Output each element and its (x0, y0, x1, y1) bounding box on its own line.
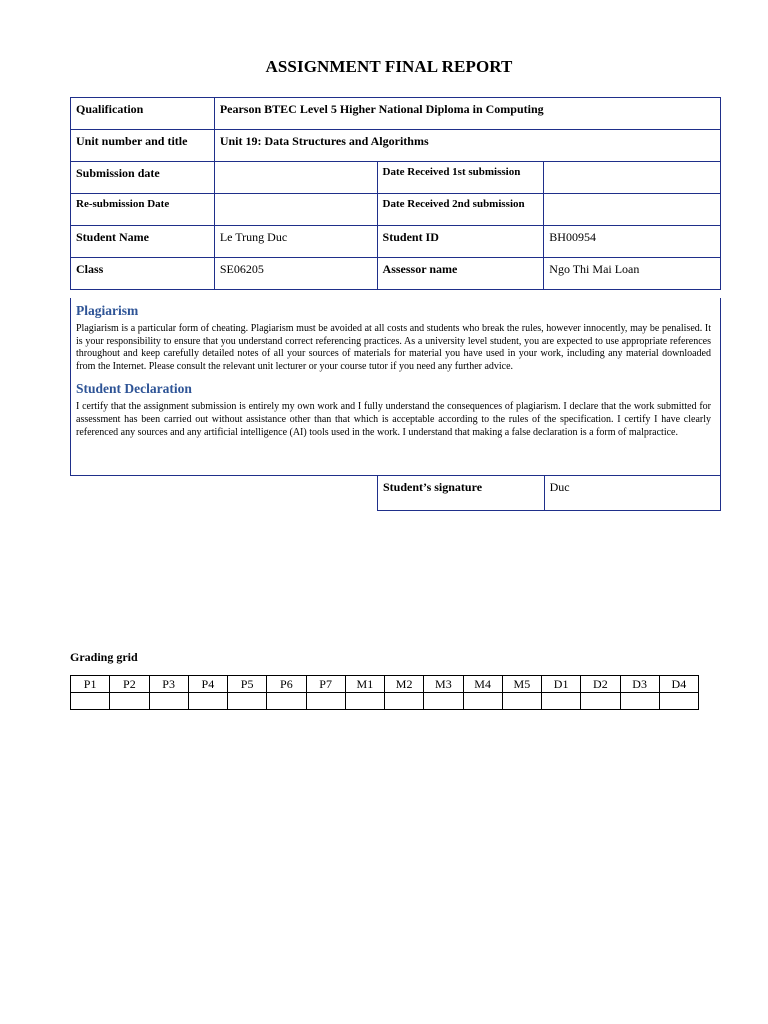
submission-date-field[interactable] (214, 162, 377, 194)
signature-label: Student’s signature (378, 476, 545, 511)
grade-header-p1: P1 (71, 676, 110, 693)
unit-row (71, 130, 721, 162)
date-received-1-label: Date Received 1st submission (377, 162, 544, 194)
resubmission-date-label: Re-submission Date (71, 194, 215, 226)
assessor-label: Assessor name (377, 258, 544, 290)
grade-cell-m3[interactable] (424, 693, 463, 710)
plagiarism-text: Plagiarism is a particular form of cheating. Plagiarism must be avoided at all costs and students who break the rules, however innocently, may be penalised. It is your responsibility to ensure that you understand correct referencing practices. As a university level student, you are expected to use appropriate references throughout and keep carefully detailed notes of all your sources of materials for material you have used in your work, including any material downloaded from the Internet. Please consult the relevant unit lecturer or your course tutor if you need any further advice. (76, 323, 711, 372)
grade-header-d2: D2 (581, 676, 620, 693)
student-row (71, 226, 721, 258)
grade-header-p2: P2 (110, 676, 149, 693)
student-id-label: Student ID (377, 226, 544, 258)
date-received-2-field[interactable] (544, 194, 721, 226)
grade-header-p5: P5 (228, 676, 267, 693)
submission-date-label: Submission date (71, 162, 215, 194)
plagiarism-heading: Plagiarism (76, 303, 139, 318)
student-id-field[interactable]: BH00954 (544, 226, 721, 258)
grading-grid (70, 675, 699, 710)
signature-table (377, 475, 721, 511)
date-received-2-label: Date Received 2nd submission (377, 194, 544, 226)
grade-cell-d1[interactable] (542, 693, 581, 710)
qualification-value: Pearson BTEC Level 5 Higher National Diploma in Computing (214, 98, 720, 130)
resubmission-date-field[interactable] (214, 194, 377, 226)
grade-header-d4: D4 (659, 676, 698, 693)
report-title: ASSIGNMENT FINAL REPORT (265, 57, 513, 76)
assignment-info-table (70, 97, 721, 290)
grade-cell-m2[interactable] (385, 693, 424, 710)
student-name-field[interactable]: Le Trung Duc (214, 226, 377, 258)
grading-value-row (71, 693, 699, 710)
plagiarism-section (70, 298, 721, 476)
grade-header-d1: D1 (542, 676, 581, 693)
grade-header-m4: M4 (463, 676, 502, 693)
grade-cell-p2[interactable] (110, 693, 149, 710)
grade-header-m5: M5 (502, 676, 541, 693)
date-received-1-field[interactable] (544, 162, 721, 194)
signature-field[interactable]: Duc (544, 476, 720, 511)
unit-value: Unit 19: Data Structures and Algorithms (214, 130, 720, 162)
assessor-field[interactable]: Ngo Thi Mai Loan (544, 258, 721, 290)
grade-header-d3: D3 (620, 676, 659, 693)
grade-cell-p3[interactable] (149, 693, 188, 710)
class-field[interactable]: SE06205 (214, 258, 377, 290)
grade-cell-d3[interactable] (620, 693, 659, 710)
resubmission-row (71, 194, 721, 226)
qualification-label: Qualification (71, 98, 215, 130)
class-row (71, 258, 721, 290)
grade-cell-p5[interactable] (228, 693, 267, 710)
declaration-text: I certify that the assignment submission is entirely my own work and I fully understand the consequences of plagiarism. I declare that the work submitted for assessment has been carried out without assistance other than that which is acceptable according to the rules of the specification. I certify I have clearly referenced any sources and any artificial intelligence (AI) tools used in the work. I understand that making a false declaration is a form of malpractice. (76, 401, 711, 438)
grade-header-m2: M2 (385, 676, 424, 693)
grading-grid-label: Grading grid (70, 650, 138, 664)
class-label: Class (71, 258, 215, 290)
grade-header-p3: P3 (149, 676, 188, 693)
grade-cell-d2[interactable] (581, 693, 620, 710)
submission-row (71, 162, 721, 194)
grade-cell-m4[interactable] (463, 693, 502, 710)
grade-cell-p1[interactable] (71, 693, 110, 710)
declaration-heading: Student Declaration (76, 381, 192, 397)
grade-cell-d4[interactable] (659, 693, 698, 710)
signature-row (378, 476, 721, 511)
grade-cell-p4[interactable] (188, 693, 227, 710)
grade-header-p4: P4 (188, 676, 227, 693)
grade-cell-m1[interactable] (345, 693, 384, 710)
grade-header-p7: P7 (306, 676, 345, 693)
unit-label: Unit number and title (71, 130, 215, 162)
grade-header-p6: P6 (267, 676, 306, 693)
student-name-label: Student Name (71, 226, 215, 258)
qualification-row (71, 98, 721, 130)
grade-cell-p6[interactable] (267, 693, 306, 710)
grade-cell-m5[interactable] (502, 693, 541, 710)
grade-header-m3: M3 (424, 676, 463, 693)
grading-header-row (71, 676, 699, 693)
grade-cell-p7[interactable] (306, 693, 345, 710)
grade-header-m1: M1 (345, 676, 384, 693)
